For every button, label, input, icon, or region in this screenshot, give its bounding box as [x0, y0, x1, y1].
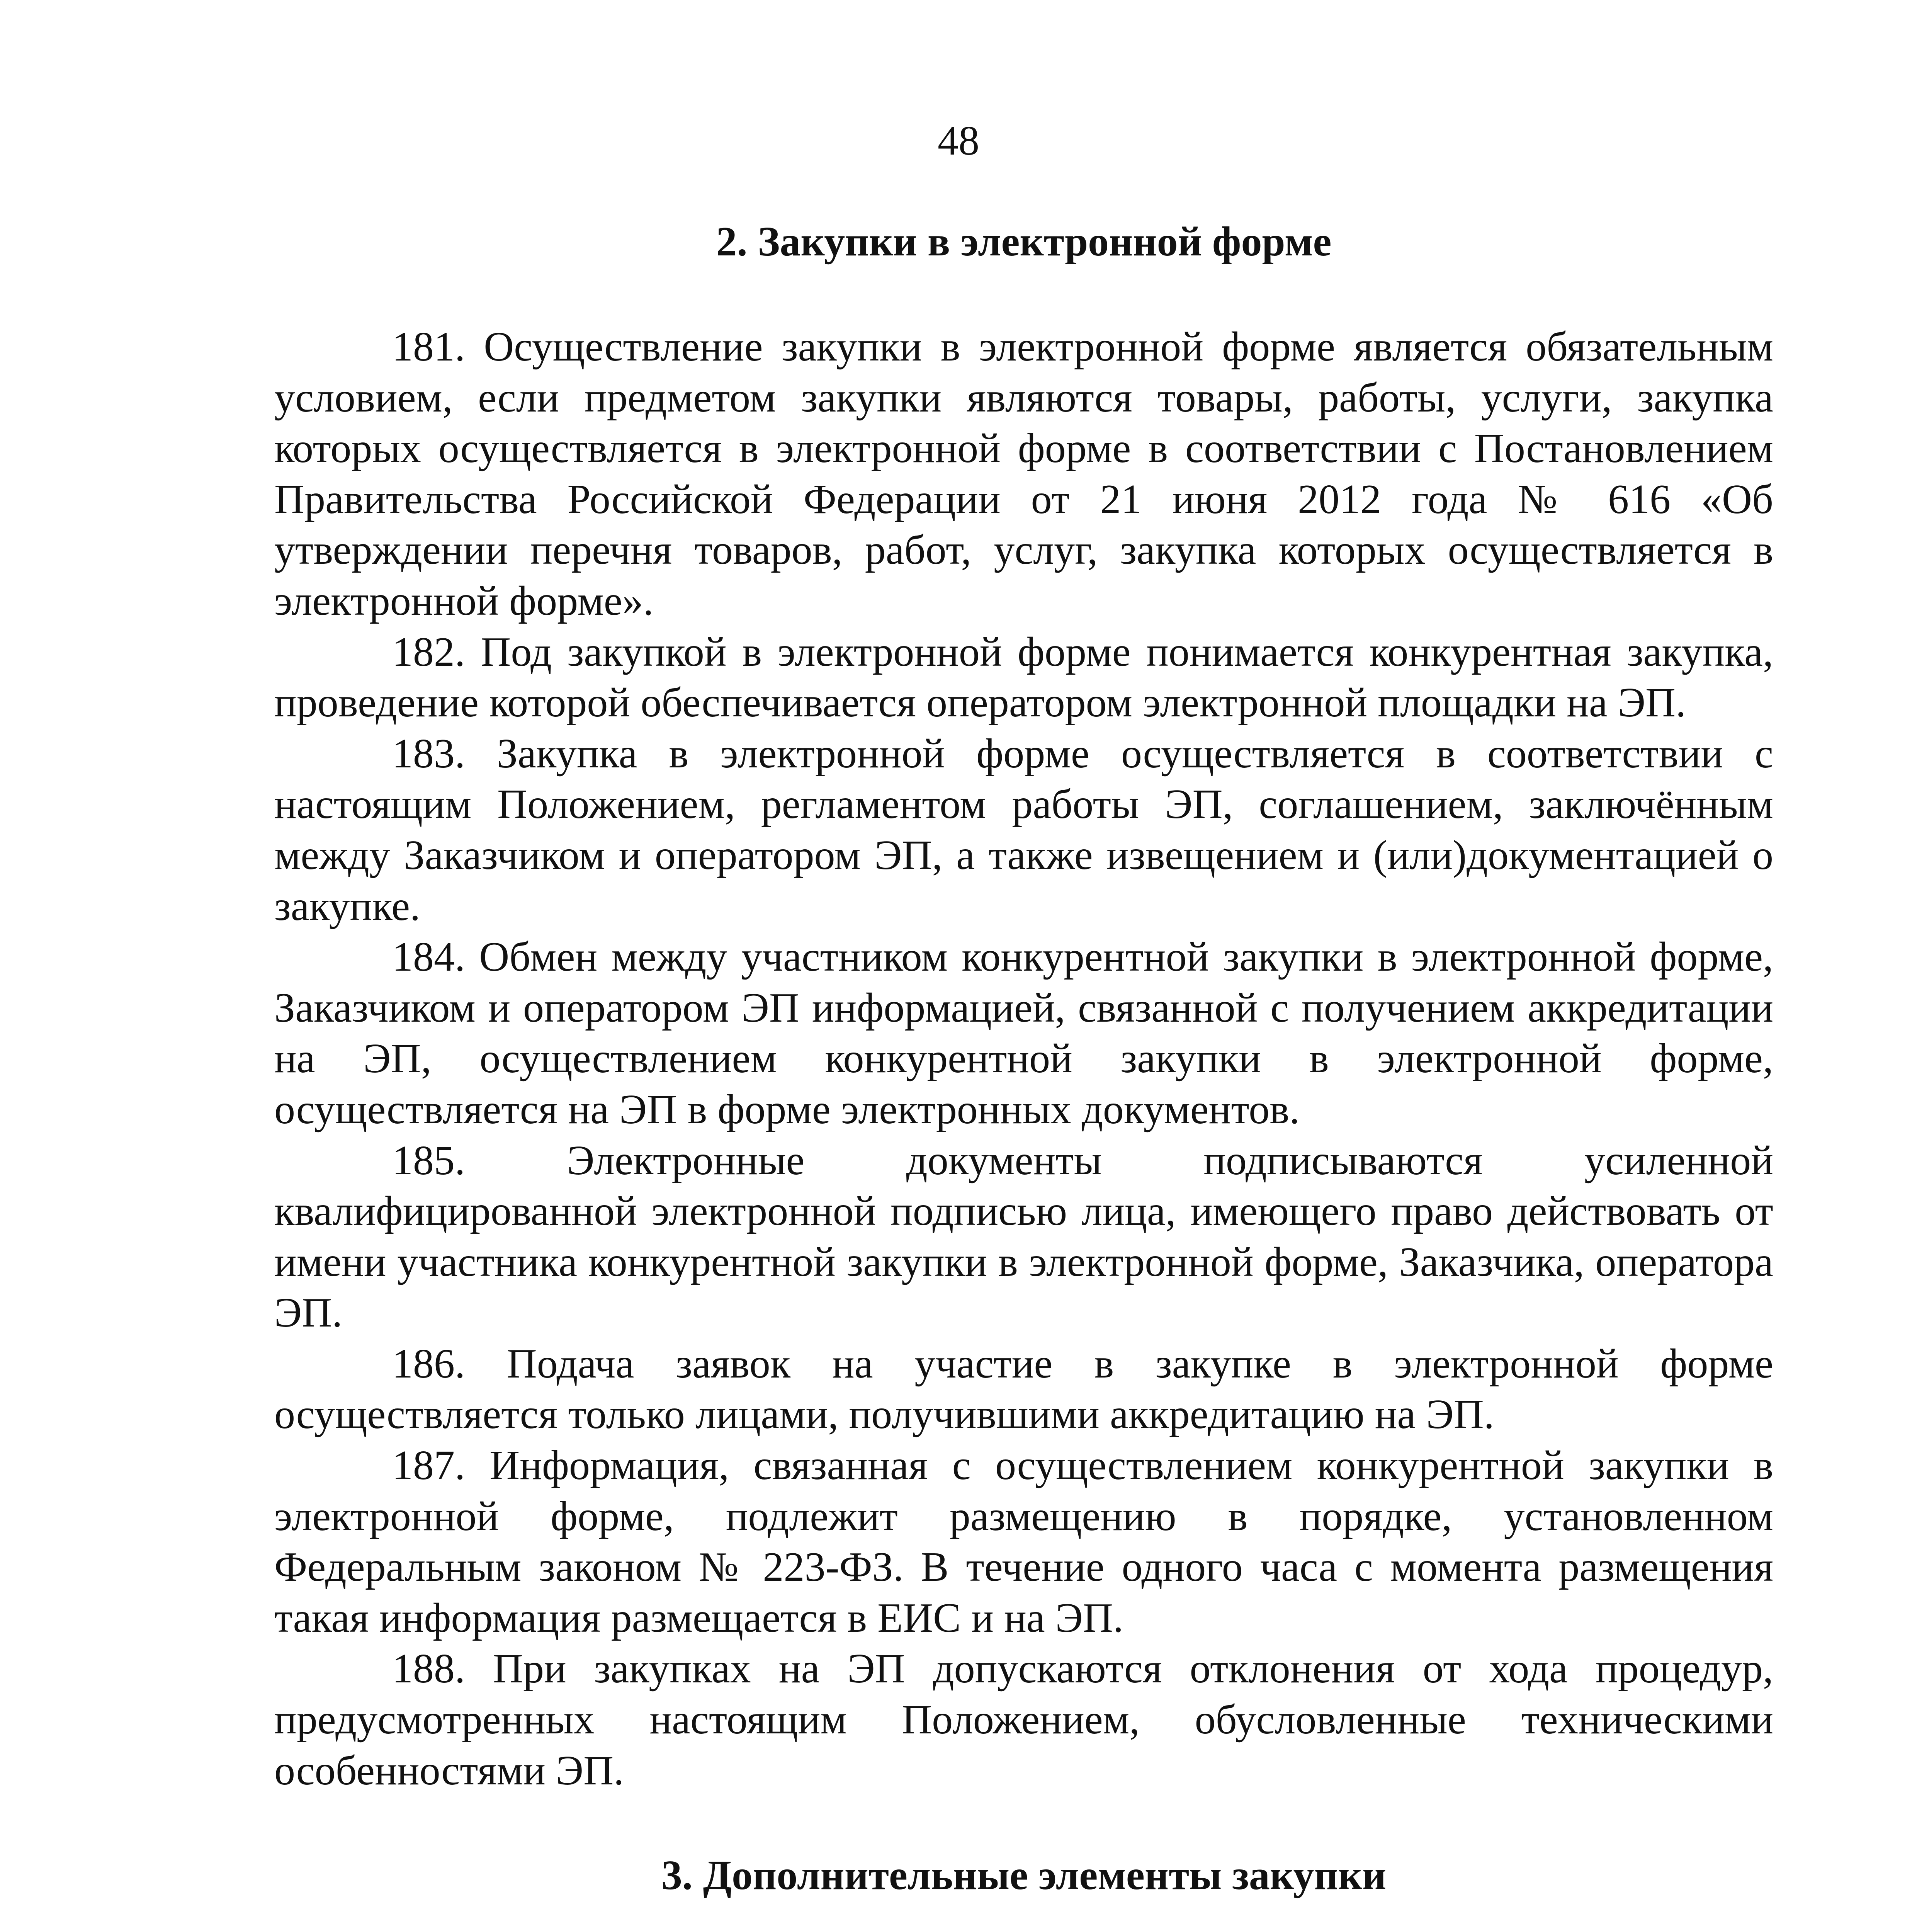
paragraph-188: 188. При закупках на ЭП допускаются отклонения от хода процедур, предусмотренных настоящим Положением, обусловленные техническими особенностями ЭП. [274, 1646, 1773, 1794]
document-body [274, 216, 1773, 1932]
paragraph-181: 181. Осуществление закупки в электронной форме является обязательным условием, если предметом закупки являются товары, работы, услуги, закупка которых осуществляется в электронной форме в соответствии с Постановлением Правительства Российской Федерации от 21 июня 2012 года № 616 «Об утверждении перечня товаров, работ, услуг, закупка которых осуществляется в электронной форме». [274, 324, 1773, 624]
paragraph-187: 187. Информация, связанная с осуществлением конкурентной закупки в электронной форме, подлежит размещению в порядке, установленном Федеральным законом № 223-ФЗ. В течение одного часа с момента размещения такая информация размещается в ЕИС и на ЭП. [274, 1442, 1773, 1641]
section-3-title: 3. Дополнительные элементы закупки [661, 1852, 1387, 1899]
paragraph-184: 184. Обмен между участником конкурентной закупки в электронной форме, Заказчиком и оператором ЭП информацией, связанной с получением аккредитации на ЭП, осуществлением конкурентной закупки в электронной форме, осуществляется на ЭП в форме электронных документов. [274, 934, 1773, 1133]
paragraph-185: 185. Электронные документы подписываются усиленной квалифицированной электронной подписью лица, имеющего право действовать от имени участника конкурентной закупки в электронной форме, Заказчика, оператора ЭП. [274, 1137, 1773, 1336]
paragraph-186: 186. Подача заявок на участие в закупке в электронной форме осуществляется только лицами, получившими аккредитацию на ЭП. [274, 1340, 1773, 1438]
paragraph-182: 182. Под закупкой в электронной форме понимается конкурентная закупка, проведение которой обеспечивается оператором электронной площадки на ЭП. [274, 629, 1773, 726]
section-2-title: 2. Закупки в электронной форме [716, 219, 1332, 265]
page-number: 48 [938, 118, 979, 164]
paragraph-183: 183. Закупка в электронной форме осуществляется в соответствии с настоящим Положением, регламентом работы ЭП, соглашением, заключённым между Заказчиком и оператором ЭП, а также извещением и (или)документацией о закупке. [274, 730, 1773, 929]
